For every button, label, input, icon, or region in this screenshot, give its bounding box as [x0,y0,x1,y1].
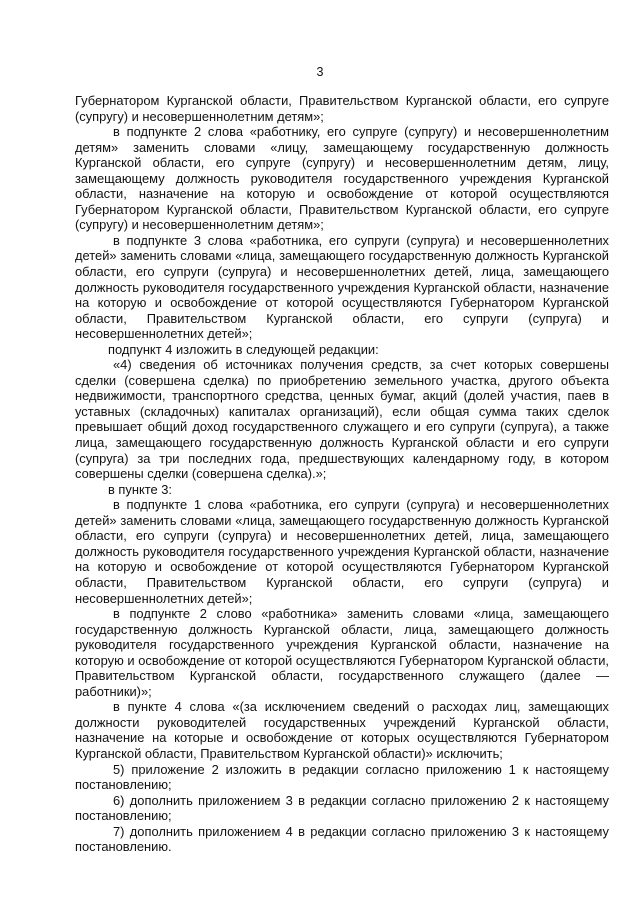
paragraph-item-6: 6) дополнить приложением 3 в редакции согласно приложению 2 к настоящему постановлению; [75,792,609,824]
paragraph-continuation: Губернатором Курганской области, Правительством Курганской области, его супруге (супругу) и несовершеннолетним детям»; [75,93,609,124]
paragraph-point-3-intro: в пункте 3: [108,481,173,497]
paragraph-item-7: 7) дополнить приложением 4 в редакции согласно приложению 3 к настоящему постановлению. [75,823,609,855]
paragraph-point-3-subpoint-2: в подпункте 2 слово «работника» заменить словами «лица, замещающего государственную должность Курганской области, лица, замещающего должность руководителя государственного учреждения Курганской области, назначение на которую и освобождение от которой осуществляются Губернатором Курганской области, Правительством Курганской области, государственного служащего (далее — работники)»; [75,606,609,699]
document-body [75,93,609,855]
paragraph-subpoint-4-text: «4) сведения об источниках получения средств, за счет которых совершены сделки (совершена сделка) по приобретению земельного участка, другого объекта недвижимости, транспортного средства, ценных бумаг, акций (долей участия, паев в уставных (складочных) капиталах организаций), если общая сумма таких сделок превышает общий доход государственного служащего и его супруги (супруга), а также лица, замещающего государственную должность Курганской области и его супруги (супруга) за три последних года, предшествующих календарному году, в котором совершены сделки (совершена сделка).»; [75,357,609,482]
paragraph-item-5: 5) приложение 2 изложить в редакции согласно приложению 1 к настоящему постановлению; [75,761,609,793]
page-number: 3 [316,65,324,79]
paragraph-subpoint-4-intro: подпункт 4 изложить в следующей редакции: [108,341,379,357]
paragraph-point-3-subpoint-1: в подпункте 1 слова «работника, его супруги (супруга) и несовершеннолетних детей» заменить словами «лица, замещающего государственную должность Курганской области, его супруги (супруга) и несовершеннолетних детей, лица, замещающего должность руководителя государственного учреждения Курганской области, назначение на которую и освобождение от которой осуществляются Губернатором Курганской области, Правительством Курганской области, его супруги (супруга) и несовершеннолетних детей»; [75,497,609,606]
paragraph-point-4: в пункте 4 слова «(за исключением сведений о расходах лиц, замещающих должности руководителей государственных учреждений Курганской области, назначение на которые и освобождение от которых осуществляются Губернатором Курганской области, Правительством Курганской области)» исключить; [75,699,609,761]
paragraph-subpoint-3: в подпункте 3 слова «работника, его супруги (супруга) и несовершеннолетних детей» заменить словами «лица, замещающего государственную должность Курганской области, его супруги (супруга) и несовершеннолетних детей, лица, замещающего должность руководителя государственного учреждения Курганской области, назначение на которую и освобождение от которой осуществляются Губернатором Курганской области, Правительством Курганской области, его супруги (супруга) и несовершеннолетних детей»; [75,232,609,342]
paragraph-subpoint-2: в подпункте 2 слова «работнику, его супруге (супругу) и несовершеннолетним детям» заменить словами «лицу, замещающему государственную должность Курганской области, его супруге (супругу) и несовершеннолетним детям, лицу, замещающему должность руководителя государственного учреждения Курганской области, назначение на которую и освобождение от которой осуществляются Губернатором Курганской области, Правительством Курганской области, его супруге (супругу) и несовершеннолетним детям»; [75,124,609,233]
